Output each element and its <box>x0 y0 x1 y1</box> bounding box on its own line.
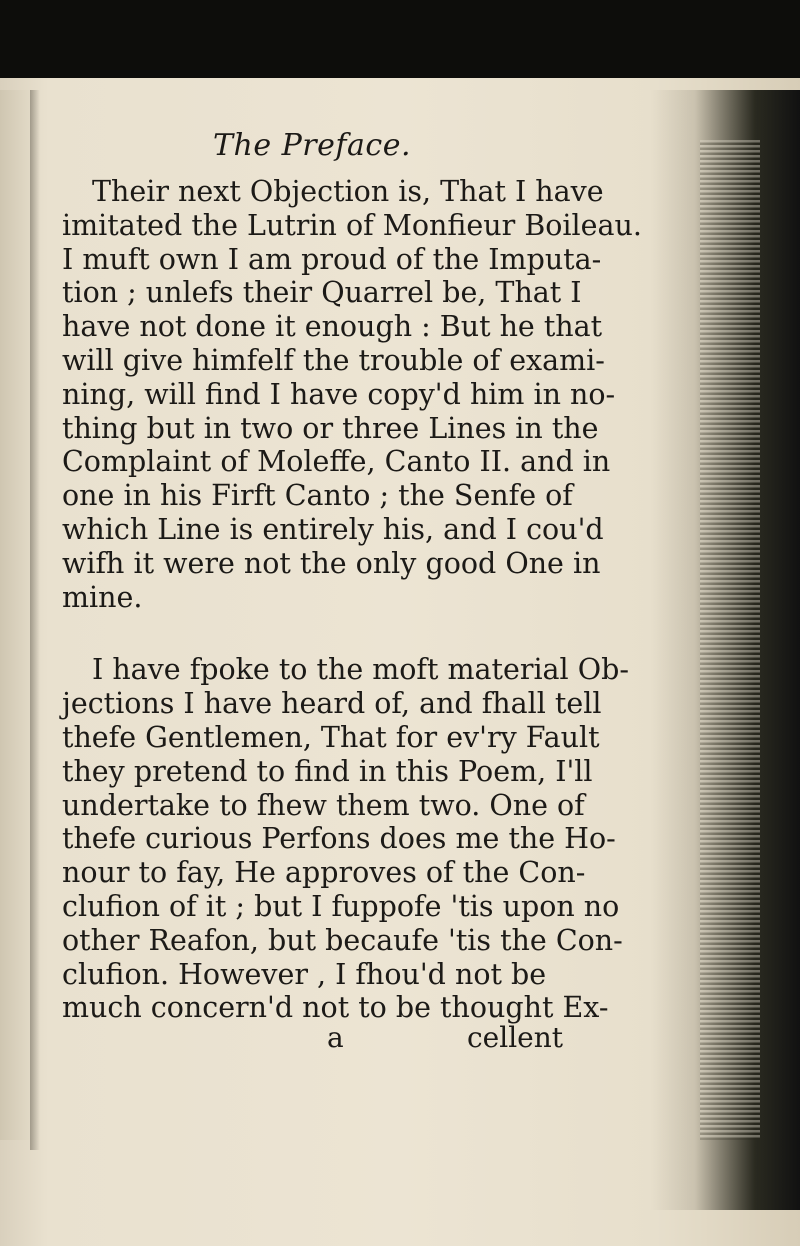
text-line: have not done it enough : But he that <box>62 310 603 344</box>
text-line: which Line is entirely his, and I cou'd <box>62 512 604 546</box>
page-stack-edges <box>700 140 760 1140</box>
catchword: cellent <box>467 1021 564 1054</box>
paragraph-objection <box>62 175 642 614</box>
gutter-shadow <box>30 90 40 1150</box>
text-line: I have fpoke to the moft material Ob- <box>92 653 629 687</box>
text-line: tion ; unlefs their Quarrel be, That I <box>62 276 582 310</box>
paragraph-faults <box>62 653 629 1025</box>
text-line: Complaint of Moleffe, Canto II. and in <box>62 445 611 479</box>
text-line: I muft own I am proud of the Imputa- <box>62 242 602 276</box>
text-line: wifh it were not the only good One in <box>62 546 601 580</box>
text-line: will give himfelf the trouble of exami- <box>62 343 605 377</box>
text-line: thefe curious Perfons does me the Ho- <box>62 822 616 856</box>
text-line: thefe Gentlemen, That for ev'ry Fault <box>62 720 600 754</box>
text-line: ning, will find I have copy'd him in no- <box>62 377 616 411</box>
text-line: imitated the Lutrin of Monfieur Boileau. <box>62 208 642 242</box>
text-line: they pretend to find in this Poem, I'll <box>62 754 593 788</box>
text-line: thing but in two or three Lines in the <box>62 411 599 445</box>
text-line: one in his Firft Canto ; the Senfe of <box>62 479 573 513</box>
text-line: clufion of it ; but I fuppofe 'tis upon no <box>62 889 620 923</box>
running-header: The Preface. <box>213 128 411 163</box>
facing-page-edge <box>0 90 34 1140</box>
page-text <box>62 128 642 1025</box>
text-line: other Reafon, but becaufe 'tis the Con- <box>62 923 623 957</box>
text-line: Their next Objection is, That I have <box>92 175 604 208</box>
text-line: jections I have heard of, and fhall tell <box>62 687 602 721</box>
text-line: clufion. However , I fhou'd not be <box>62 957 547 991</box>
text-line: undertake to fhew them two. One of <box>62 788 585 822</box>
signature-mark: a <box>327 1021 344 1054</box>
text-line: nour to fay, He approves of the Con- <box>62 856 586 890</box>
text-line: much concern'd not to be thought Ex- <box>62 991 609 1025</box>
text-line: mine. <box>62 580 143 614</box>
